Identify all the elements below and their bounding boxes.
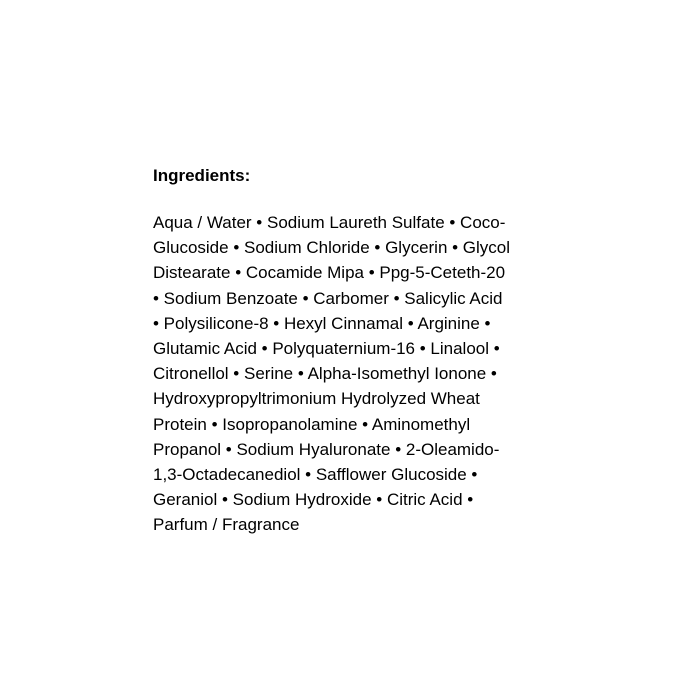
ingredients-heading: Ingredients: <box>153 166 251 185</box>
ingredients-line-6: Glutamic Acid • Polyquaternium-16 • Linalool • <box>153 339 500 359</box>
ingredients-line-10: Propanol • Sodium Hyaluronate • 2-Oleamido- <box>153 439 500 459</box>
ingredients-line-7: Citronellol • Serine • Alpha-Isomethyl Ionone • <box>153 364 497 384</box>
ingredients-line-11: 1,3-Octadecanediol • Safflower Glucoside • <box>153 465 478 485</box>
ingredients-line-8: Hydroxypropyltrimonium Hydrolyzed Wheat <box>153 389 480 409</box>
ingredients-line-1: Aqua / Water • Sodium Laureth Sulfate • Coco- <box>153 213 506 232</box>
ingredients-line-3: Distearate • Cocamide Mipa • Ppg-5-Ceteth-20 <box>153 263 506 283</box>
ingredients-list <box>153 210 573 538</box>
ingredients-line-9: Protein • Isopropanolamine • Aminomethyl <box>153 414 471 434</box>
ingredients-line-2: Glucoside • Sodium Chloride • Glycerin • Glycol <box>153 238 511 258</box>
ingredients-line-13: Parfum / Fragrance <box>153 515 300 535</box>
ingredients-line-12: Geraniol • Sodium Hydroxide • Citric Acid • <box>153 490 474 510</box>
ingredients-line-5: • Polysilicone-8 • Hexyl Cinnamal • Arginine • <box>153 313 491 333</box>
ingredients-line-4: • Sodium Benzoate • Carbomer • Salicylic Acid <box>153 288 503 308</box>
